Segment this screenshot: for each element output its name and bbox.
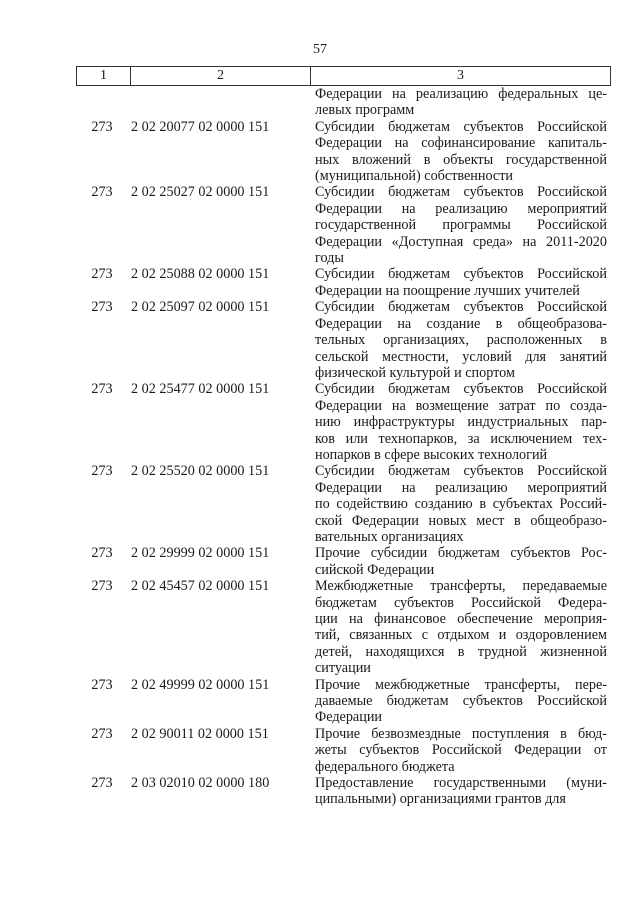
description-line: Субсидии бюджетам субъектов Российской bbox=[315, 463, 607, 480]
table-row bbox=[76, 775, 611, 808]
table-row bbox=[76, 677, 611, 726]
revenue-code-cell: 2 03 02010 02 0000 180 bbox=[131, 775, 270, 792]
description-line: Межбюджетные трансферты, передаваемые bbox=[315, 578, 607, 595]
revenue-code-cell: 2 02 25027 02 0000 151 bbox=[131, 184, 270, 201]
description-line: государственной программы Российской bbox=[315, 217, 607, 234]
description-line: по содействию созданию в субъектах Россий- bbox=[315, 496, 607, 513]
description-line: тельных организациях, расположенных в bbox=[315, 332, 607, 349]
admin-code-cell: 273 bbox=[91, 578, 113, 595]
header-col-3: 3 bbox=[457, 68, 464, 83]
table-row bbox=[76, 545, 611, 578]
description-line: Федерации на софинансирование капиталь- bbox=[315, 135, 607, 152]
revenue-code-cell: 2 02 25477 02 0000 151 bbox=[131, 381, 270, 398]
description-line: Субсидии бюджетам субъектов Российской bbox=[315, 266, 607, 283]
description-line: ков или технопарков, за исключением тех- bbox=[315, 430, 607, 447]
admin-code-cell: 273 bbox=[91, 775, 113, 792]
description-line: федерального бюджета bbox=[315, 758, 455, 775]
description-line: ции на финансовое обеспечение мероприя- bbox=[315, 611, 607, 627]
description-line: Прочие субсидии бюджетам субъектов Рос- bbox=[315, 545, 607, 562]
table-row bbox=[76, 726, 611, 775]
admin-code-cell: 273 bbox=[91, 676, 113, 693]
description-line: Субсидии бюджетам субъектов Российской bbox=[315, 381, 607, 398]
description-cell bbox=[311, 677, 611, 726]
description-line: Предоставление государственными (муни- bbox=[315, 775, 607, 792]
admin-code-cell: 273 bbox=[91, 299, 113, 316]
description-line: Федерации на создание в общеобразова- bbox=[315, 315, 607, 332]
table-row bbox=[76, 86, 611, 119]
description-line: Субсидии бюджетам субъектов Российской bbox=[315, 118, 607, 135]
description-line: Федерации на реализацию мероприятий bbox=[315, 200, 607, 217]
description-line: (муниципальной) собственности bbox=[315, 168, 514, 185]
description-line: Прочие безвозмездные поступления в бюд- bbox=[315, 725, 607, 742]
description-line: ситуации bbox=[315, 660, 371, 677]
description-cell bbox=[311, 184, 611, 266]
description-line: физической культурой и спортом bbox=[315, 364, 515, 381]
description-line: нию инфраструктуры индустриальных пар- bbox=[315, 414, 607, 431]
description-cell bbox=[311, 119, 611, 185]
description-line: ципальными) организациями грантов для bbox=[315, 791, 566, 808]
description-line: нопарков в сфере высоких технологий bbox=[315, 446, 548, 463]
table-header bbox=[76, 66, 611, 86]
description-line: даваемые бюджетам субъектов Российской bbox=[315, 693, 607, 710]
revenue-code-cell bbox=[128, 86, 311, 119]
header-col-2: 2 bbox=[131, 67, 311, 85]
description-cell bbox=[311, 299, 611, 381]
admin-code-cell: 273 bbox=[91, 545, 113, 562]
table-row bbox=[76, 578, 611, 676]
description-line: Субсидии бюджетам субъектов Российской bbox=[315, 299, 607, 316]
admin-code-cell: 273 bbox=[91, 381, 113, 398]
description-line: годы bbox=[315, 250, 344, 267]
description-line: левых программ bbox=[315, 102, 415, 119]
description-line: Федерации на реализацию мероприятий bbox=[315, 479, 607, 496]
description-line: Федерации bbox=[315, 709, 383, 726]
description-cell bbox=[311, 578, 611, 676]
header-col-1: 1 bbox=[77, 67, 131, 85]
admin-code-cell: 273 bbox=[91, 118, 113, 135]
description-line: сийской Федерации bbox=[315, 561, 435, 578]
admin-code-cell: 273 bbox=[91, 463, 113, 480]
revenue-code-cell: 2 02 25097 02 0000 151 bbox=[131, 299, 270, 316]
table-body bbox=[76, 86, 611, 808]
table-row bbox=[76, 266, 611, 299]
description-line: бюджетам субъектов Российской Федера- bbox=[315, 594, 607, 611]
table-row bbox=[76, 381, 611, 463]
revenue-code-cell: 2 02 45457 02 0000 151 bbox=[131, 578, 270, 595]
description-line: Федерации «Доступная среда» на 2011-2020 bbox=[315, 233, 607, 250]
admin-code-cell: 273 bbox=[91, 184, 113, 201]
description-cell bbox=[311, 381, 611, 463]
admin-code-cell bbox=[76, 86, 128, 119]
table-row bbox=[76, 463, 611, 545]
description-line: Субсидии бюджетам субъектов Российской bbox=[315, 184, 607, 201]
revenue-code-cell: 2 02 29999 02 0000 151 bbox=[131, 545, 270, 562]
revenue-code-cell: 2 02 90011 02 0000 151 bbox=[131, 725, 269, 742]
revenue-code-cell: 2 02 20077 02 0000 151 bbox=[131, 118, 270, 135]
description-line: Федерации на реализацию федеральных це- bbox=[315, 86, 607, 102]
description-line: жеты субъектов Российской Федерации от bbox=[315, 742, 607, 759]
description-cell bbox=[311, 726, 611, 775]
description-line: Федерации на поощрение лучших учителей bbox=[315, 282, 580, 299]
description-cell bbox=[311, 545, 611, 578]
admin-code-cell: 273 bbox=[91, 266, 113, 283]
description-line: Федерации на возмещение затрат по созда- bbox=[315, 397, 607, 414]
description-line: Прочие межбюджетные трансферты, пере- bbox=[315, 676, 607, 693]
description-line: ской Федерации новых мест в общеобразо- bbox=[315, 512, 607, 529]
description-line: сельской местности, условий для занятий bbox=[315, 348, 607, 365]
revenue-code-cell: 2 02 25088 02 0000 151 bbox=[131, 266, 270, 283]
description-cell bbox=[311, 266, 611, 299]
description-cell bbox=[311, 463, 611, 545]
table-row bbox=[76, 184, 611, 266]
description-line: тий, связанных с отдыхом и оздоровлением bbox=[315, 627, 607, 644]
table-row bbox=[76, 119, 611, 185]
table-row bbox=[76, 299, 611, 381]
page-number: 57 bbox=[313, 42, 327, 57]
revenue-code-cell: 2 02 49999 02 0000 151 bbox=[131, 676, 270, 693]
description-line: ных вложений в объекты государственной bbox=[315, 151, 607, 168]
description-cell bbox=[311, 86, 611, 119]
description-line: вательных организациях bbox=[315, 528, 464, 545]
description-cell bbox=[311, 775, 611, 808]
admin-code-cell: 273 bbox=[91, 725, 113, 742]
revenue-code-cell: 2 02 25520 02 0000 151 bbox=[131, 463, 270, 480]
description-line: детей, находящихся в трудной жизненной bbox=[315, 643, 607, 660]
